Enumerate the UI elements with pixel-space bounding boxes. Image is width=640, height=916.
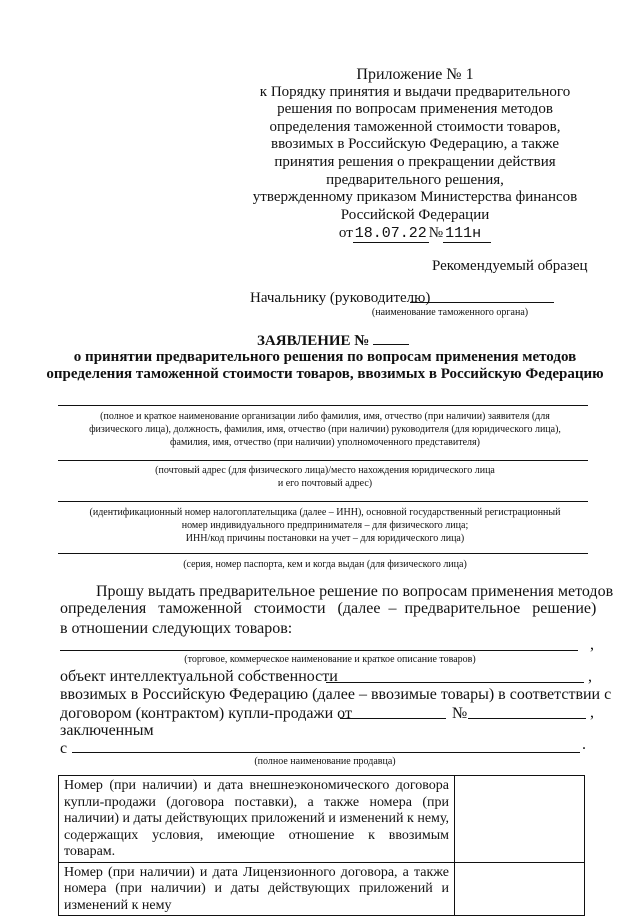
contract-number-field[interactable] <box>468 718 586 719</box>
passport-caption: (серия, номер паспорта, кем и когда выдан (для физического лица) <box>183 559 467 570</box>
request-line-1: Прошу выдать предварительное решение по вопросам применения методов <box>96 583 614 600</box>
caption-line: (почтовый адрес (для физического лица)/место нахождения юридического лица <box>155 465 495 476</box>
table-cell-label: Номер (при наличии) и дата внешнеэкономического договора купли-продажи (договора поставки), а также номера (при наличии) и даты действующих приложений и изменений к нему, содержащих условия, имеющие отношение к ввозимым товарам. <box>59 776 455 863</box>
statement-title <box>257 332 409 350</box>
goods-caption: (торговое, коммерческое наименование и краткое описание товаров) <box>184 654 476 665</box>
passport-field-line[interactable] <box>58 553 588 554</box>
number-prefix: № <box>428 225 444 242</box>
appendix-header <box>250 66 580 243</box>
address-field-line[interactable] <box>58 460 588 461</box>
header-line: предварительного решения, <box>326 171 504 188</box>
order-date-line <box>250 225 580 243</box>
concluded-label: заключенным <box>60 722 154 739</box>
header-line: утвержденному приказом Министерства финансов <box>252 189 578 206</box>
comma: , <box>590 704 594 721</box>
header-line: ввозимых в Российскую Федерацию, а также <box>270 136 559 153</box>
statement-subtitle-1: о принятии предварительного решения по вопросам применения методов <box>73 349 577 365</box>
appendix-title: Приложение № 1 <box>356 66 474 83</box>
inn-field-line[interactable] <box>58 501 588 502</box>
request-line-3: в отношении следующих товаров: <box>60 620 293 637</box>
caption-line: номер индивидуального предпринимателя – для физического лица; <box>181 520 469 531</box>
statement-subtitle-2: определения таможенной стоимости товаров, ввозимых в Российскую Федерацию <box>46 366 604 382</box>
table-cell-label: Номер (при наличии) и дата Лицензионного договора, а также номера (при наличии) и даты действующих приложений и изменений к нему <box>59 862 455 916</box>
table-cell-value[interactable] <box>455 776 585 863</box>
contract-date-field[interactable] <box>340 718 446 719</box>
header-line: определения таможенной стоимости товаров, <box>269 118 561 135</box>
header-line: решения по вопросам применения методов <box>277 101 553 118</box>
caption-line: и его почтовый адрес) <box>277 478 373 489</box>
caption-line: ИНН/код причины постановки на учет – для юридического лица) <box>185 533 465 544</box>
addressee-label: Начальнику (руководителю) <box>250 290 431 306</box>
addressee-caption: (наименование таможенного органа) <box>371 307 529 318</box>
applicant-field-line[interactable] <box>58 405 588 406</box>
table-row <box>59 862 585 916</box>
ip-label: объект интеллектуальной собственности <box>60 668 338 685</box>
statement-number-field[interactable] <box>373 332 409 345</box>
statement-title-text: ЗАЯВЛЕНИЕ № <box>257 333 370 349</box>
caption-line: (полное и краткое наименование организации либо фамилия, имя, отчество (при наличии) заявителя (для <box>100 411 550 422</box>
caption-line: (идентификационный номер налогоплательщика (далее – ИНН), основной государственный регистрационный <box>89 507 561 518</box>
caption-line: физического лица), должность, фамилия, имя, отчество (при наличии) руководителя (для юридического лица), <box>89 424 561 435</box>
caption-line: фамилия, имя, отчество (при наличии) уполномоченного представителя) <box>170 437 480 448</box>
addressee-field-line[interactable] <box>410 302 554 303</box>
goods-field-line[interactable] <box>60 650 578 651</box>
request-line-2: определения таможенной стоимости (далее – предварительное решение) <box>60 600 597 617</box>
header-line: принятия решения о прекращении действия <box>274 153 556 170</box>
period: . <box>582 736 586 753</box>
header-line: к Порядку принятия и выдачи предварительного <box>259 83 571 100</box>
order-number: 111н <box>443 225 491 243</box>
table-row <box>59 776 585 863</box>
documents-table <box>58 775 585 916</box>
date-prefix: от <box>338 225 353 242</box>
contract-number-sign: № <box>452 705 468 722</box>
import-line: ввозимых в Российскую Федерацию (далее – ввозимые товары) в соответствии с <box>60 686 612 703</box>
applicant-caption <box>40 410 610 449</box>
comma: , <box>590 636 594 653</box>
with-label: с <box>60 740 68 757</box>
seller-field-line[interactable] <box>72 752 580 753</box>
address-caption <box>40 464 610 490</box>
comma: , <box>588 668 592 685</box>
seller-caption: (полное наименование продавца) <box>254 756 396 767</box>
recommended-sample: Рекомендуемый образец <box>432 258 588 274</box>
ip-field-line[interactable] <box>326 682 584 683</box>
order-date: 18.07.22 <box>354 225 427 243</box>
header-line: Российской Федерации <box>340 206 490 223</box>
inn-caption <box>40 506 610 545</box>
table-cell-value[interactable] <box>455 862 585 916</box>
contract-label: договором (контрактом) купли-продажи от <box>60 705 352 722</box>
